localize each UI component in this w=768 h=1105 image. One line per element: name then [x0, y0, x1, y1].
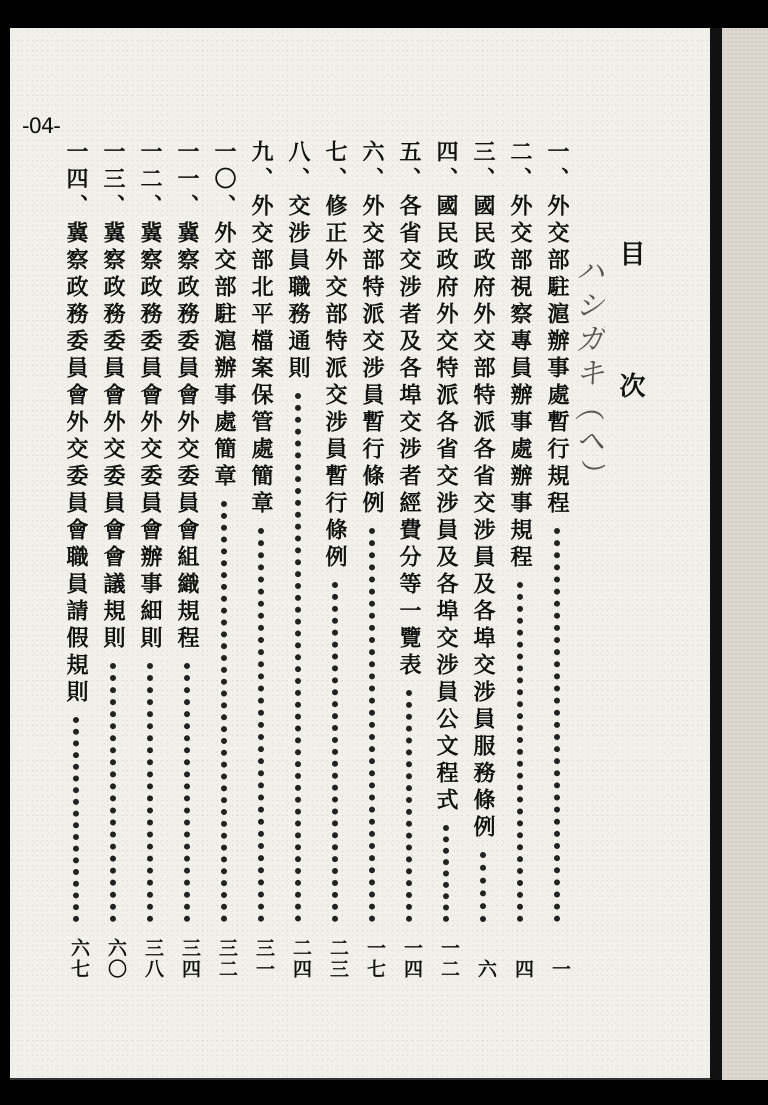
dot-leader — [110, 663, 116, 922]
toc-entry — [466, 140, 504, 980]
toc-entry — [503, 140, 541, 980]
toc-entry — [59, 140, 97, 980]
toc-entry — [392, 140, 430, 980]
toc-entry-title: 一二、冀察政務委員會外交委員會辦事細則 — [137, 140, 163, 653]
toc-entry-page: 三二 — [216, 938, 238, 980]
toc-entry — [355, 140, 393, 980]
dot-leader — [517, 582, 523, 922]
toc-entry-page: 一 — [549, 959, 571, 980]
dot-leader — [184, 663, 190, 922]
toc-entry-title: 六、外交部特派交涉員暫行條例 — [359, 140, 385, 518]
toc-entry-title: 四、國民政府外交特派各省交涉員及各埠交涉員公文程式 — [433, 140, 459, 815]
toc-entry-title: 一四、冀察政務委員會外交委員會職員請假規則 — [63, 140, 89, 707]
toc-entry — [244, 140, 282, 980]
toc-entry-page: 四 — [512, 959, 534, 980]
toc-entry-page: 二四 — [290, 938, 312, 980]
toc-entry — [133, 140, 171, 980]
binding-gutter — [710, 28, 722, 1080]
toc-entry-title: 二、外交部視察專員辦事處辦事規程 — [507, 140, 533, 572]
toc-entry — [96, 140, 134, 980]
dot-leader — [147, 663, 153, 922]
toc-entry-page: 三一 — [253, 938, 275, 980]
dot-leader — [369, 528, 375, 922]
toc-entry — [429, 140, 467, 980]
adjacent-page-edge — [722, 28, 768, 1080]
toc-entry-title: 一、外交部駐滬辦事處暫行規程 — [544, 140, 570, 518]
toc-entry-page: 三八 — [142, 938, 164, 980]
page-fold-line — [10, 1078, 710, 1080]
toc-entry — [281, 140, 319, 980]
toc-entry-title: 五、各省交涉者及各埠交涉者經費分等一覽表 — [396, 140, 422, 680]
toc-entry-title: 八、交涉員職務通則 — [285, 140, 311, 383]
dot-leader — [554, 528, 560, 922]
toc-entry-title: 七、修正外交部特派交涉員暫行條例 — [322, 140, 348, 572]
toc-entry-page: 六 — [475, 959, 497, 980]
dot-leader — [73, 717, 79, 922]
toc-entry-page: 一七 — [364, 938, 386, 980]
toc-entry-title: 一〇、外交部駐滬辦事處簡章 — [211, 140, 237, 491]
toc-entry-page: 三四 — [179, 938, 201, 980]
toc-entry-title: 三、國民政府外交部特派各省交涉員及各埠交涉員服務條例 — [470, 140, 496, 842]
toc-entry-title: 九、外交部北平檔案保管處簡章 — [248, 140, 274, 518]
dot-leader — [332, 582, 338, 922]
toc-entry — [540, 140, 578, 980]
handwritten-annotation: ハシガキ（ヘ） — [569, 255, 604, 493]
toc-entry-title: 一三、冀察政務委員會外交委員會會議規則 — [100, 140, 126, 653]
toc-entry-title: 一一、冀察政務委員會外交委員會組織規程 — [174, 140, 200, 653]
dot-leader — [295, 393, 301, 922]
dot-leader — [480, 852, 486, 922]
page-number: -04- — [22, 114, 60, 138]
toc-entry-page: 六七 — [68, 938, 90, 980]
toc-entry — [170, 140, 208, 980]
toc-entry-page: 一二 — [438, 938, 460, 980]
dot-leader — [406, 690, 412, 922]
toc-entry — [207, 140, 245, 980]
dot-leader — [221, 501, 227, 922]
dot-leader — [443, 825, 449, 922]
toc-entry-page: 一四 — [401, 938, 423, 980]
toc-entry-page: 二三 — [327, 938, 349, 980]
toc-entry-page: 六〇 — [105, 938, 127, 980]
dot-leader — [258, 528, 264, 922]
toc-entry — [318, 140, 356, 980]
toc-heading: 目 次 — [615, 240, 645, 438]
